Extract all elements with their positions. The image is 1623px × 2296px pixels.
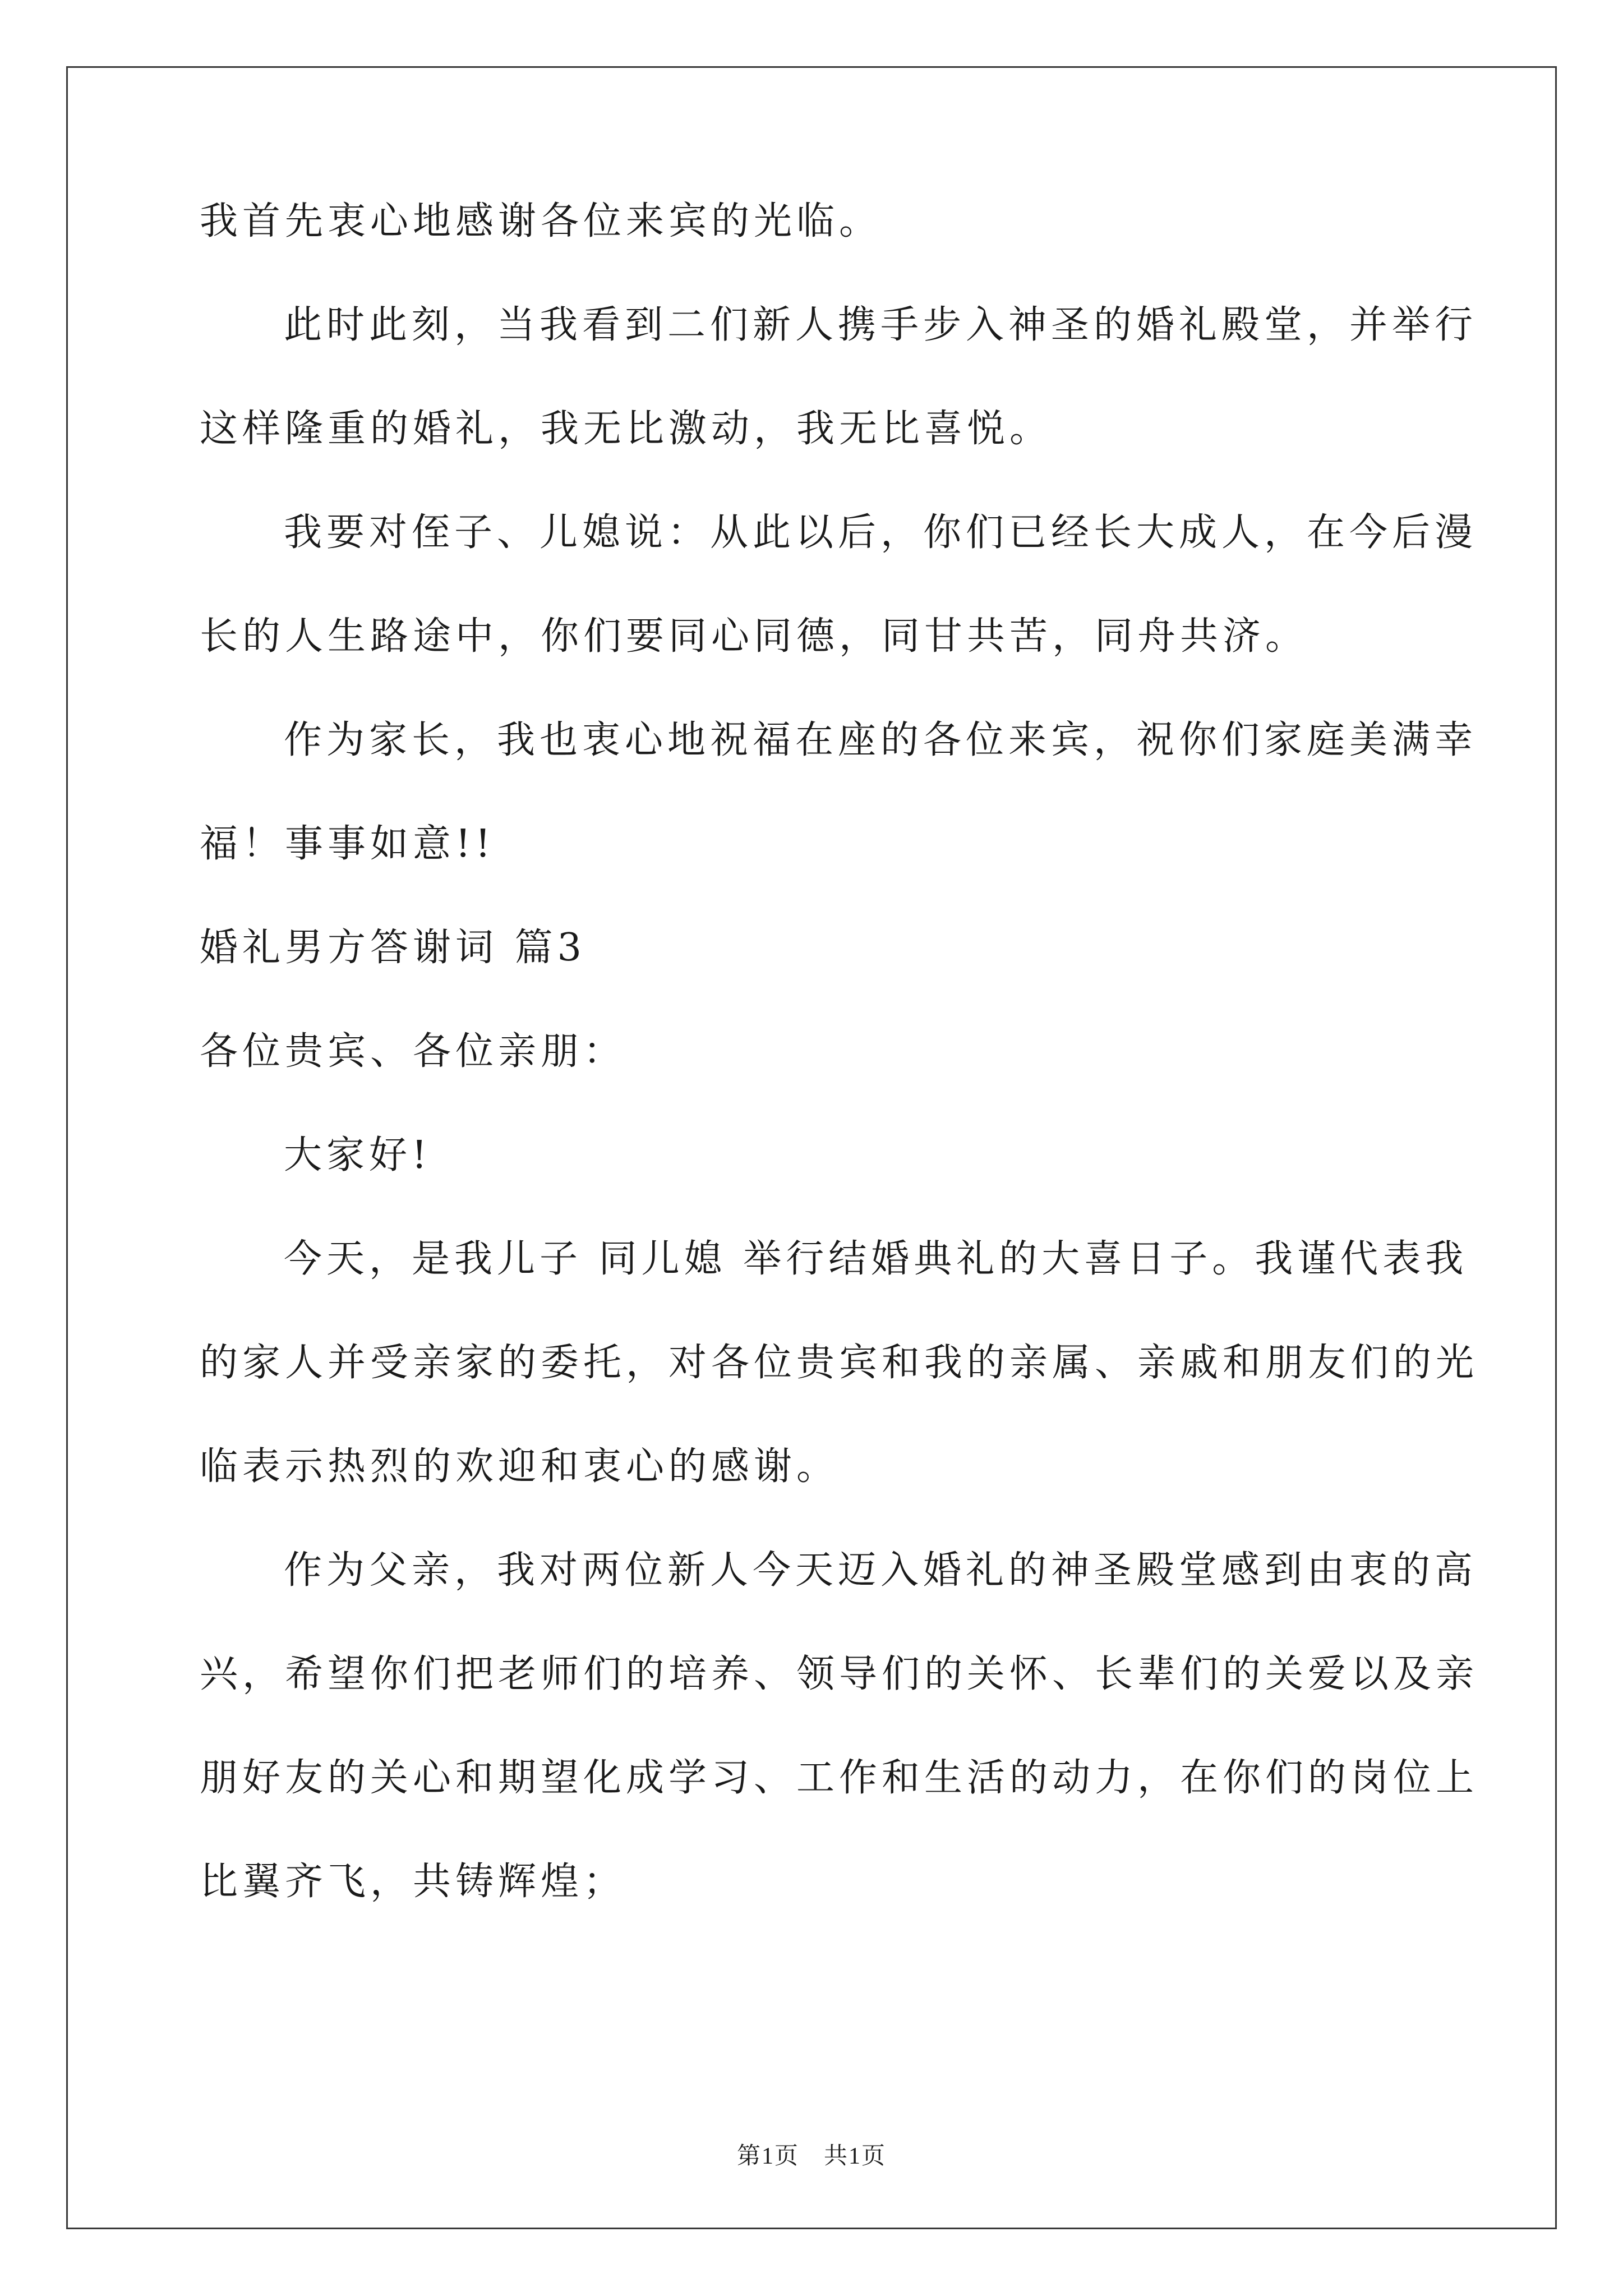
paragraph-line: 福！事事如意!! [200,822,495,866]
paragraph-line: 的家人并受亲家的委托，对各位贵宾和我的亲属、亲戚和朋友们的光 [200,1341,1479,1385]
section-heading: 婚礼男方答谢词 篇3 [200,926,586,970]
paragraph-line: 比翼齐飞，共铸辉煌； [200,1860,626,1904]
page-number: 第1页 共1页 [736,2143,886,2169]
paragraph-line: 今天，是我儿子 同儿媳 举行结婚典礼的大喜日子。我谨代表我 [284,1237,1468,1281]
paragraph-line: 兴，希望你们把老师们的培养、领导们的关怀、长辈们的关爱以及亲 [200,1652,1479,1696]
paragraph-line: 我要对侄子、儿媳说：从此以后，你们已经长大成人，在今后漫 [284,510,1478,555]
paragraph-line: 朋好友的关心和期望化成学习、工作和生活的动力，在你们的岗位上 [200,1756,1479,1800]
paragraph-line: 这样隆重的婚礼，我无比激动，我无比喜悦。 [200,407,1053,451]
paragraph-line: 此时此刻，当我看到二们新人携手步入神圣的婚礼殿堂，并举行 [284,303,1478,347]
paragraph-line: 长的人生路途中，你们要同心同德，同甘共苦，同舟共济。 [200,614,1308,659]
paragraph-line: 我首先衷心地感谢各位来宾的光临。 [200,199,882,243]
paragraph-line: 作为家长，我也衷心地祝福在座的各位来宾，祝你们家庭美满幸 [284,718,1478,762]
salutation: 各位贵宾、各位亲朋： [200,1029,626,1074]
greeting: 大家好! [284,1133,432,1177]
paragraph-line: 临表示热烈的欢迎和衷心的感谢。 [200,1444,840,1489]
paragraph-line: 作为父亲，我对两位新人今天迈入婚礼的神圣殿堂感到由衷的高 [284,1548,1478,1593]
